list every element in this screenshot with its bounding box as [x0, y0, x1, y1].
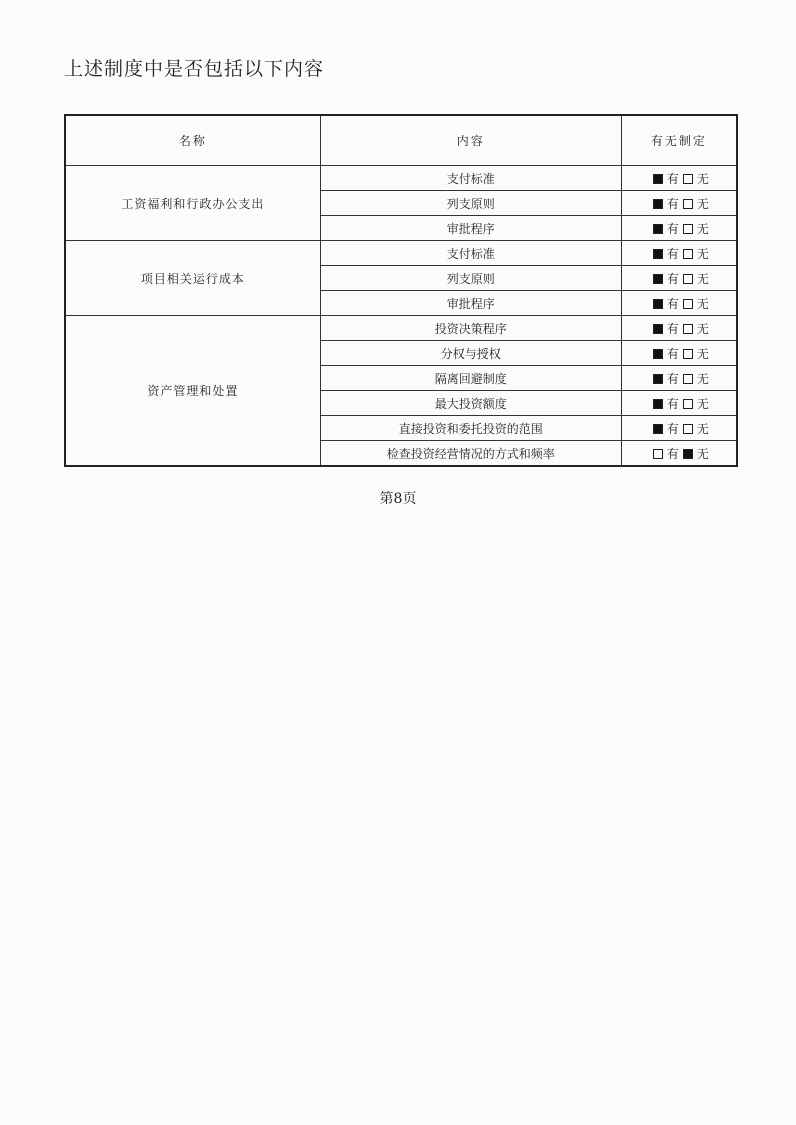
option-yes-label: 有	[666, 346, 679, 361]
checked-box-icon[interactable]	[653, 249, 663, 259]
header-content: 内容	[320, 115, 621, 166]
option-yes-label: 有	[666, 196, 679, 211]
unchecked-box-icon[interactable]	[683, 424, 693, 434]
option-no-label: 无	[696, 296, 709, 311]
checked-box-icon[interactable]	[653, 424, 663, 434]
status-cell	[621, 216, 737, 241]
unchecked-box-icon[interactable]	[683, 324, 693, 334]
content-cell: 最大投资额度	[320, 391, 621, 416]
content-cell: 支付标准	[320, 241, 621, 266]
unchecked-box-icon[interactable]	[683, 374, 693, 384]
unchecked-box-icon[interactable]	[683, 174, 693, 184]
unchecked-box-icon[interactable]	[653, 449, 663, 459]
option-yes-label: 有	[666, 321, 679, 336]
status-cell	[621, 366, 737, 391]
category-name: 工资福利和行政办公支出	[65, 166, 320, 241]
option-yes-label: 有	[666, 446, 679, 461]
unchecked-box-icon[interactable]	[683, 224, 693, 234]
option-yes-label: 有	[666, 296, 679, 311]
status-cell	[621, 191, 737, 216]
option-no-label: 无	[696, 171, 709, 186]
option-yes-label: 有	[666, 221, 679, 236]
status-cell	[621, 441, 737, 467]
checked-box-icon[interactable]	[653, 224, 663, 234]
category-name: 项目相关运行成本	[65, 241, 320, 316]
status-cell	[621, 316, 737, 341]
checked-box-icon[interactable]	[653, 199, 663, 209]
content-cell: 审批程序	[320, 291, 621, 316]
checked-box-icon[interactable]	[653, 349, 663, 359]
header-status: 有无制定	[621, 115, 737, 166]
checked-box-icon[interactable]	[653, 299, 663, 309]
content-cell: 审批程序	[320, 216, 621, 241]
unchecked-box-icon[interactable]	[683, 349, 693, 359]
option-yes-label: 有	[666, 246, 679, 261]
status-cell	[621, 291, 737, 316]
checked-box-icon[interactable]	[653, 399, 663, 409]
section-heading: 上述制度中是否包括以下内容	[64, 58, 325, 80]
content-cell: 列支原则	[320, 266, 621, 291]
category-name: 资产管理和处置	[65, 316, 320, 467]
option-no-label: 无	[696, 396, 709, 411]
checklist-table	[64, 114, 738, 467]
option-no-label: 无	[696, 421, 709, 436]
option-no-label: 无	[696, 221, 709, 236]
page-number: 第8页	[379, 491, 417, 507]
table-row	[65, 241, 737, 266]
option-yes-label: 有	[666, 271, 679, 286]
table-body	[65, 166, 737, 467]
option-no-label: 无	[696, 271, 709, 286]
option-no-label: 无	[696, 246, 709, 261]
status-cell	[621, 341, 737, 366]
content-cell: 投资决策程序	[320, 316, 621, 341]
content-cell: 分权与授权	[320, 341, 621, 366]
checked-box-icon[interactable]	[653, 324, 663, 334]
header-name: 名称	[65, 115, 320, 166]
option-yes-label: 有	[666, 421, 679, 436]
checked-box-icon[interactable]	[653, 374, 663, 384]
option-no-label: 无	[696, 371, 709, 386]
content-cell: 隔离回避制度	[320, 366, 621, 391]
option-no-label: 无	[696, 446, 709, 461]
status-cell	[621, 266, 737, 291]
status-cell	[621, 166, 737, 191]
option-yes-label: 有	[666, 171, 679, 186]
option-no-label: 无	[696, 346, 709, 361]
checked-box-icon[interactable]	[653, 274, 663, 284]
table-header-row	[65, 115, 737, 166]
content-cell: 直接投资和委托投资的范围	[320, 416, 621, 441]
unchecked-box-icon[interactable]	[683, 299, 693, 309]
unchecked-box-icon[interactable]	[683, 199, 693, 209]
unchecked-box-icon[interactable]	[683, 274, 693, 284]
checked-box-icon[interactable]	[683, 449, 693, 459]
unchecked-box-icon[interactable]	[683, 249, 693, 259]
status-cell	[621, 241, 737, 266]
content-cell: 列支原则	[320, 191, 621, 216]
status-cell	[621, 391, 737, 416]
option-yes-label: 有	[666, 396, 679, 411]
content-cell: 检查投资经营情况的方式和频率	[320, 441, 621, 467]
option-no-label: 无	[696, 321, 709, 336]
table-row	[65, 166, 737, 191]
table-row	[65, 316, 737, 341]
content-cell: 支付标准	[320, 166, 621, 191]
unchecked-box-icon[interactable]	[683, 399, 693, 409]
status-cell	[621, 416, 737, 441]
checked-box-icon[interactable]	[653, 174, 663, 184]
option-yes-label: 有	[666, 371, 679, 386]
option-no-label: 无	[696, 196, 709, 211]
